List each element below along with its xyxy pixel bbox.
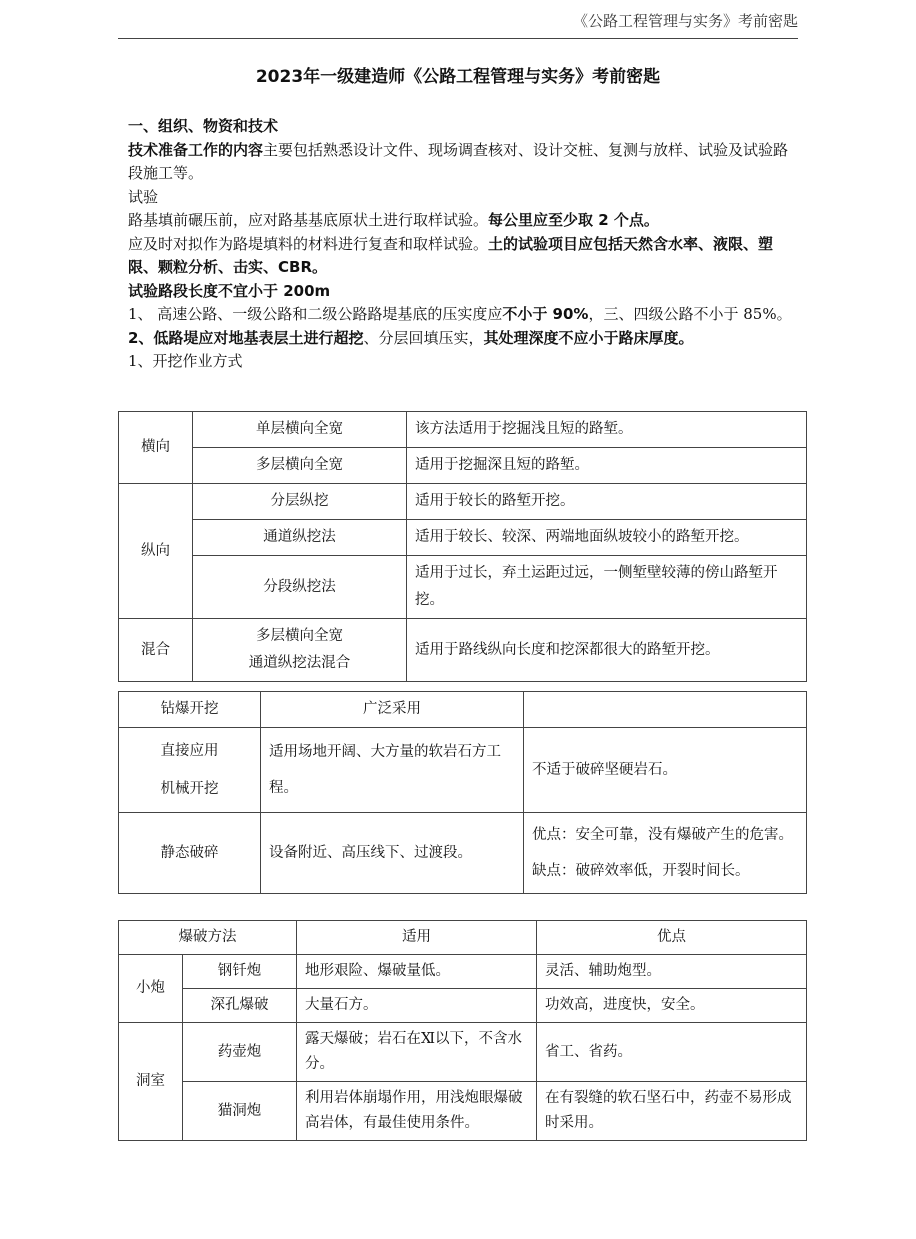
excavation-method-table [118,411,807,682]
description-cell: 适用于较长、较深、两端地面纵坡较小的路堑开挖。 [407,520,807,556]
section-heading: 一、组织、物资和技术 [128,117,279,135]
text: 应及时对拟作为路堤填料的材料进行复查和取样试验。 [128,234,489,253]
paragraph-sampling [128,209,800,233]
applicability-cell: 大量石方。 [297,989,537,1023]
description-cell: 适用于路线纵向长度和挖深都很大的路堑开挖。 [407,619,807,682]
method-cell: 深孔爆破 [183,989,297,1023]
table-row [119,484,807,520]
description-cell: 适用于过长，弃土运距过远，一侧堑壁较薄的傍山路堑开挖。 [407,556,807,619]
rock-excavation-table [118,691,807,894]
description-cell: 该方法适用于挖掘浅且短的路堑。 [407,412,807,448]
table-row [119,520,807,556]
text: ，三、四级公路不小于 85%。 [588,305,792,323]
header-cell: 爆破方法 [119,921,297,955]
advantage-cell: 灵活、辅助炮型。 [537,955,807,989]
header-divider [118,38,798,39]
method-cell: 通道纵挖法 [193,520,407,556]
table-row [119,955,807,989]
method-cell: 分段纵挖法 [193,556,407,619]
text: 路基填前碾压前，应对路基基底原状土进行取样试验。 [128,211,489,229]
table-row [119,728,807,813]
applicability-cell: 露天爆破；岩石在Ⅺ以下，不含水分。 [297,1023,537,1082]
group-cell: 混合 [119,619,193,682]
applicability-cell: 地形艰险、爆破量低。 [297,955,537,989]
table-row [119,448,807,484]
applicability-cell: 适用场地开阔、大方量的软岩石方工程。 [261,728,524,813]
blasting-method-table [118,920,807,1141]
group-cell: 小炮 [119,955,183,1023]
method-cell: 猫洞炮 [183,1082,297,1141]
paragraph-test-label: 试验 [128,187,159,206]
paragraph-fill-test [128,233,800,280]
note-cell [524,813,807,894]
method-cell: 钢钎炮 [183,955,297,989]
table-row [119,1023,807,1082]
page-header: 《公路工程管理与实务》考前密匙 [572,12,798,30]
paragraph-excavation-methods: 1、开挖作业方式 [128,352,243,370]
note-cell: 不适于破碎坚硬岩石。 [524,728,807,813]
method-cell: 分层纵挖 [193,484,407,520]
advantage-cell: 在有裂缝的软石坚石中，药壶不易形成时采用。 [537,1082,807,1141]
method-cell [193,619,407,682]
method-line: 机械开挖 [160,781,219,797]
method-cell: 单层横向全宽 [193,412,407,448]
method-cell: 钻爆开挖 [119,692,261,728]
applicability-cell: 利用岩体崩塌作用，用浅炮眼爆破高岩体，有最佳使用条件。 [297,1082,537,1141]
method-cell: 多层横向全宽 [193,448,407,484]
paragraph-low-embankment [128,327,800,351]
advantage-cell: 功效高，进度快，安全。 [537,989,807,1023]
note-cell [524,692,807,728]
paragraph-tech-prep [128,139,800,186]
cons-text: 缺点：破碎效率低，开裂时间长。 [532,863,750,879]
bold-text: 其处理深度不应小于路床厚度。 [483,328,694,347]
table-row [119,556,807,619]
header-cell: 适用 [297,921,537,955]
description-cell: 适用于较长的路堑开挖。 [407,484,807,520]
group-cell: 洞室 [119,1023,183,1141]
bold-text: 不小于 90% [502,305,589,323]
applicability-cell: 广泛采用 [261,692,524,728]
method-line: 直接应用 [160,743,219,759]
document-body [128,115,800,374]
method-line: 多层横向全宽 [256,628,343,644]
text: 主要包括熟悉设计文件、现场调查核对、设计交桩、复测与放样、试验及试验路段施工等。 [128,140,789,182]
group-cell: 纵向 [119,484,193,619]
pros-text: 优点：安全可靠，没有爆破产生的危害。 [532,827,793,843]
method-cell [119,728,261,813]
bold-text: 技术准备工作的内容 [128,140,264,159]
method-cell: 药壶炮 [183,1023,297,1082]
table-row [119,692,807,728]
header-cell: 优点 [537,921,807,955]
text: 1、 高速公路、一级公路和二级公路路堤基底的压实度应 [128,305,503,323]
description-cell: 适用于挖掘深且短的路堑。 [407,448,807,484]
paragraph-compaction [128,303,800,327]
bold-text: 2、低路堤应对地基表层土进行超挖 [128,328,364,347]
method-cell: 静态破碎 [119,813,261,894]
table-row [119,989,807,1023]
applicability-cell: 设备附近、高压线下、过渡段。 [261,813,524,894]
text: 、分层回填压实， [363,328,484,347]
bold-text: 土的试验项目应包括天然含水率、液限、塑限、颗粒分析、击实、CBR。 [128,234,774,276]
method-line: 通道纵挖法混合 [248,655,351,671]
document-title: 2023年一级建造师《公路工程管理与实务》考前密匙 [255,67,661,87]
advantage-cell: 省工、省药。 [537,1023,807,1082]
paragraph-test-section-length: 试验路段长度不宜小于 200m [128,281,331,300]
bold-text: 每公里应至少取 2 个点。 [488,211,659,229]
group-cell: 横向 [119,412,193,484]
table-row [119,813,807,894]
table-row [119,1082,807,1141]
table-row [119,619,807,682]
table-header-row [119,921,807,955]
table-row [119,412,807,448]
